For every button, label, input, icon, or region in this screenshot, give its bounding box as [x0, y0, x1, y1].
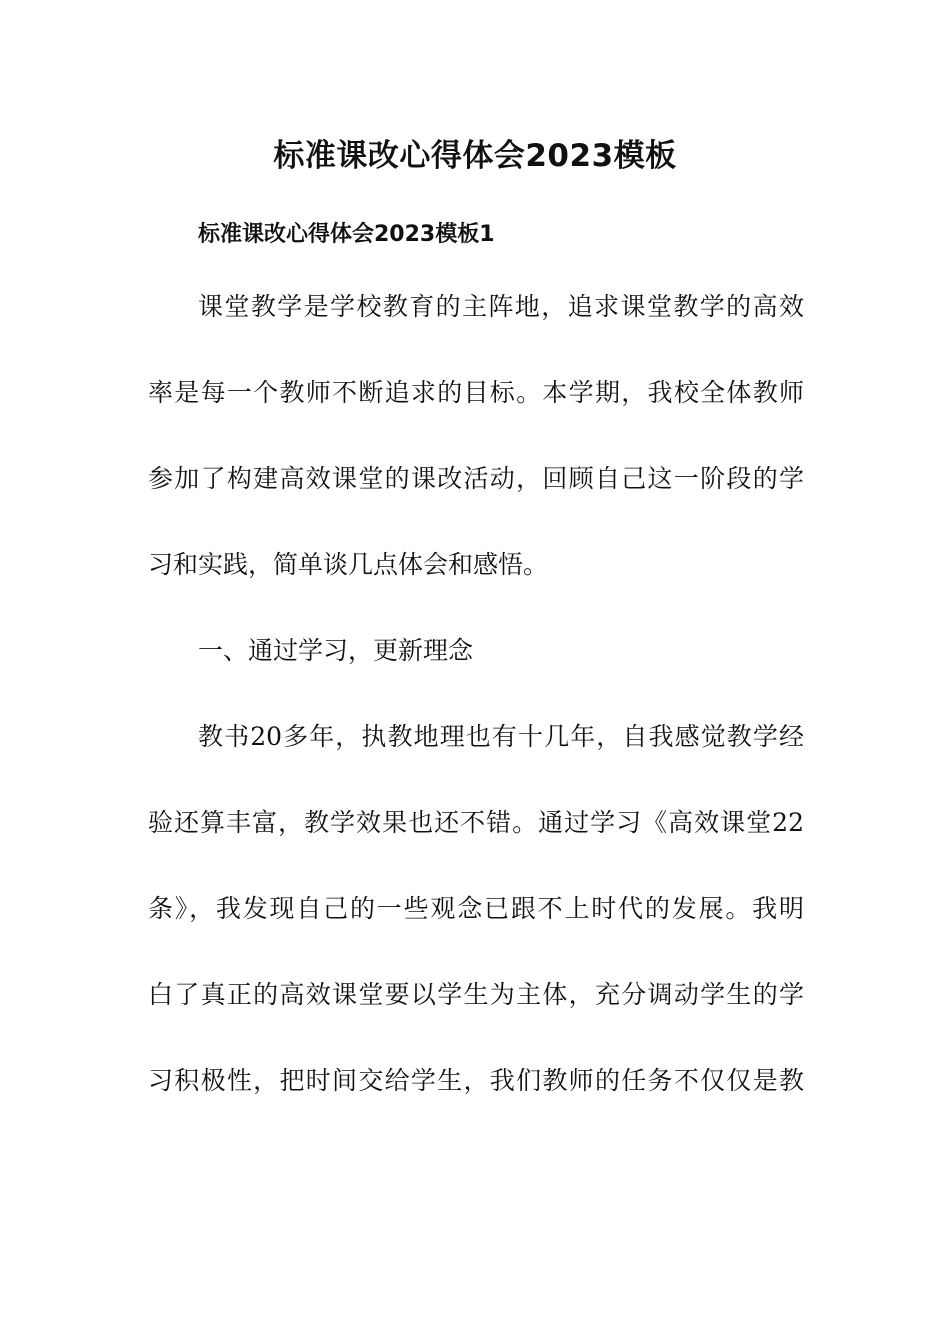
section-heading: 标准课改心得体会2023模板1: [198, 222, 495, 247]
paragraph-line: 率是每一个教师不断追求的目标。本学期，我校全体教师: [148, 378, 804, 407]
paragraph-line: 课堂教学是学校教育的主阵地，追求课堂教学的高效: [198, 292, 804, 321]
paragraph-line: 习积极性，把时间交给学生，我们教师的任务不仅仅是教: [148, 1066, 804, 1095]
paragraph-line: 习和实践，简单谈几点体会和感悟。: [148, 550, 549, 579]
paragraph-line: 条》，我发现自己的一些观念已跟不上时代的发展。我明: [148, 894, 804, 923]
section-title-line: 一、通过学习，更新理念: [198, 636, 474, 665]
document-title: 标准课改心得体会2023模板: [273, 138, 677, 174]
paragraph-line: 参加了构建高效课堂的课改活动，回顾自己这一阶段的学: [148, 464, 804, 493]
paragraph-line: 教书20多年，执教地理也有十几年，自我感觉教学经: [198, 722, 804, 751]
paragraph-line: 验还算丰富，教学效果也还不错。通过学习《高效课堂22: [148, 808, 804, 837]
paragraph-line: 白了真正的高效课堂要以学生为主体，充分调动学生的学: [148, 980, 804, 1009]
